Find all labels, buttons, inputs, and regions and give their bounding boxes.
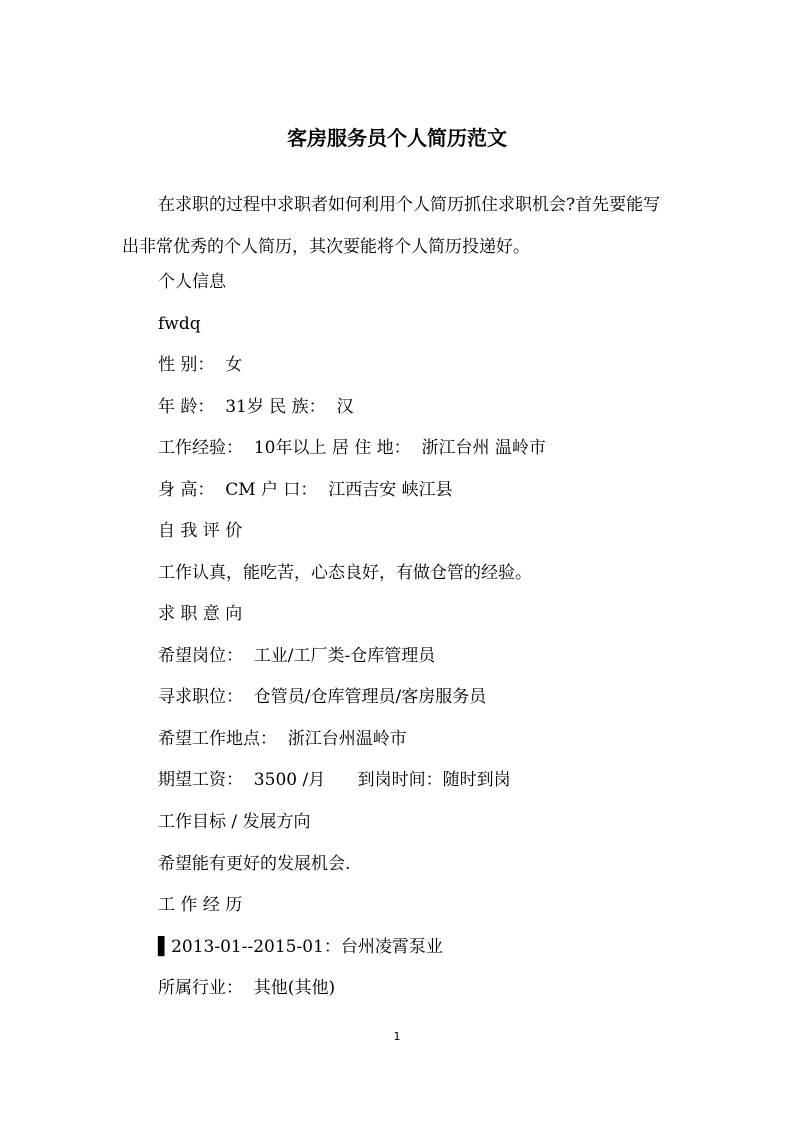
section-heading-personal-info: 个人信息 <box>158 272 226 292</box>
height-hukou-line: 身 高： CM 户 口： 江西吉安 峡江县 <box>158 480 453 500</box>
section-heading-job-intention: 求 职 意 向 <box>158 604 243 624</box>
intro-paragraph: 在求职的过程中求职者如何利用个人简历抓住求职机会?首先要能写出非常优秀的个人简历，其次要能将个人简历投递好。 <box>122 195 661 257</box>
work-experience-entry: ▌2013-01--2015-01：台州凌霄泵业 <box>158 937 443 957</box>
career-goal-text: 希望能有更好的发展机会. <box>158 854 351 874</box>
sought-job-line: 寻求职位： 仓管员/仓库管理员/客房服务员 <box>158 687 487 707</box>
self-evaluation-text: 工作认真，能吃苦，心态良好，有做仓管的经验。 <box>158 563 532 583</box>
section-heading-self-evaluation: 自 我 评 价 <box>158 521 243 541</box>
page-title: 客房服务员个人简历范文 <box>287 126 507 150</box>
name-line: fwdq <box>158 314 201 334</box>
desired-position-line: 希望岗位： 工业/工厂类-仓库管理员 <box>158 646 436 666</box>
industry-line: 所属行业： 其他(其他) <box>158 978 336 998</box>
expected-salary-line: 期望工资： 3500 /月 到岗时间：随时到岗 <box>158 770 511 790</box>
experience-residence-line: 工作经验： 10年以上 居 住 地： 浙江台州 温岭市 <box>158 438 546 458</box>
age-ethnicity-line: 年 龄： 31岁 民 族： 汉 <box>158 397 354 417</box>
gender-line: 性 别： 女 <box>158 355 243 375</box>
section-heading-career-goal: 工作目标 / 发展方向 <box>158 812 311 832</box>
page-number: 1 <box>393 1030 401 1043</box>
desired-location-line: 希望工作地点： 浙江台州温岭市 <box>158 729 407 749</box>
section-heading-work-experience: 工 作 经 历 <box>158 895 243 915</box>
